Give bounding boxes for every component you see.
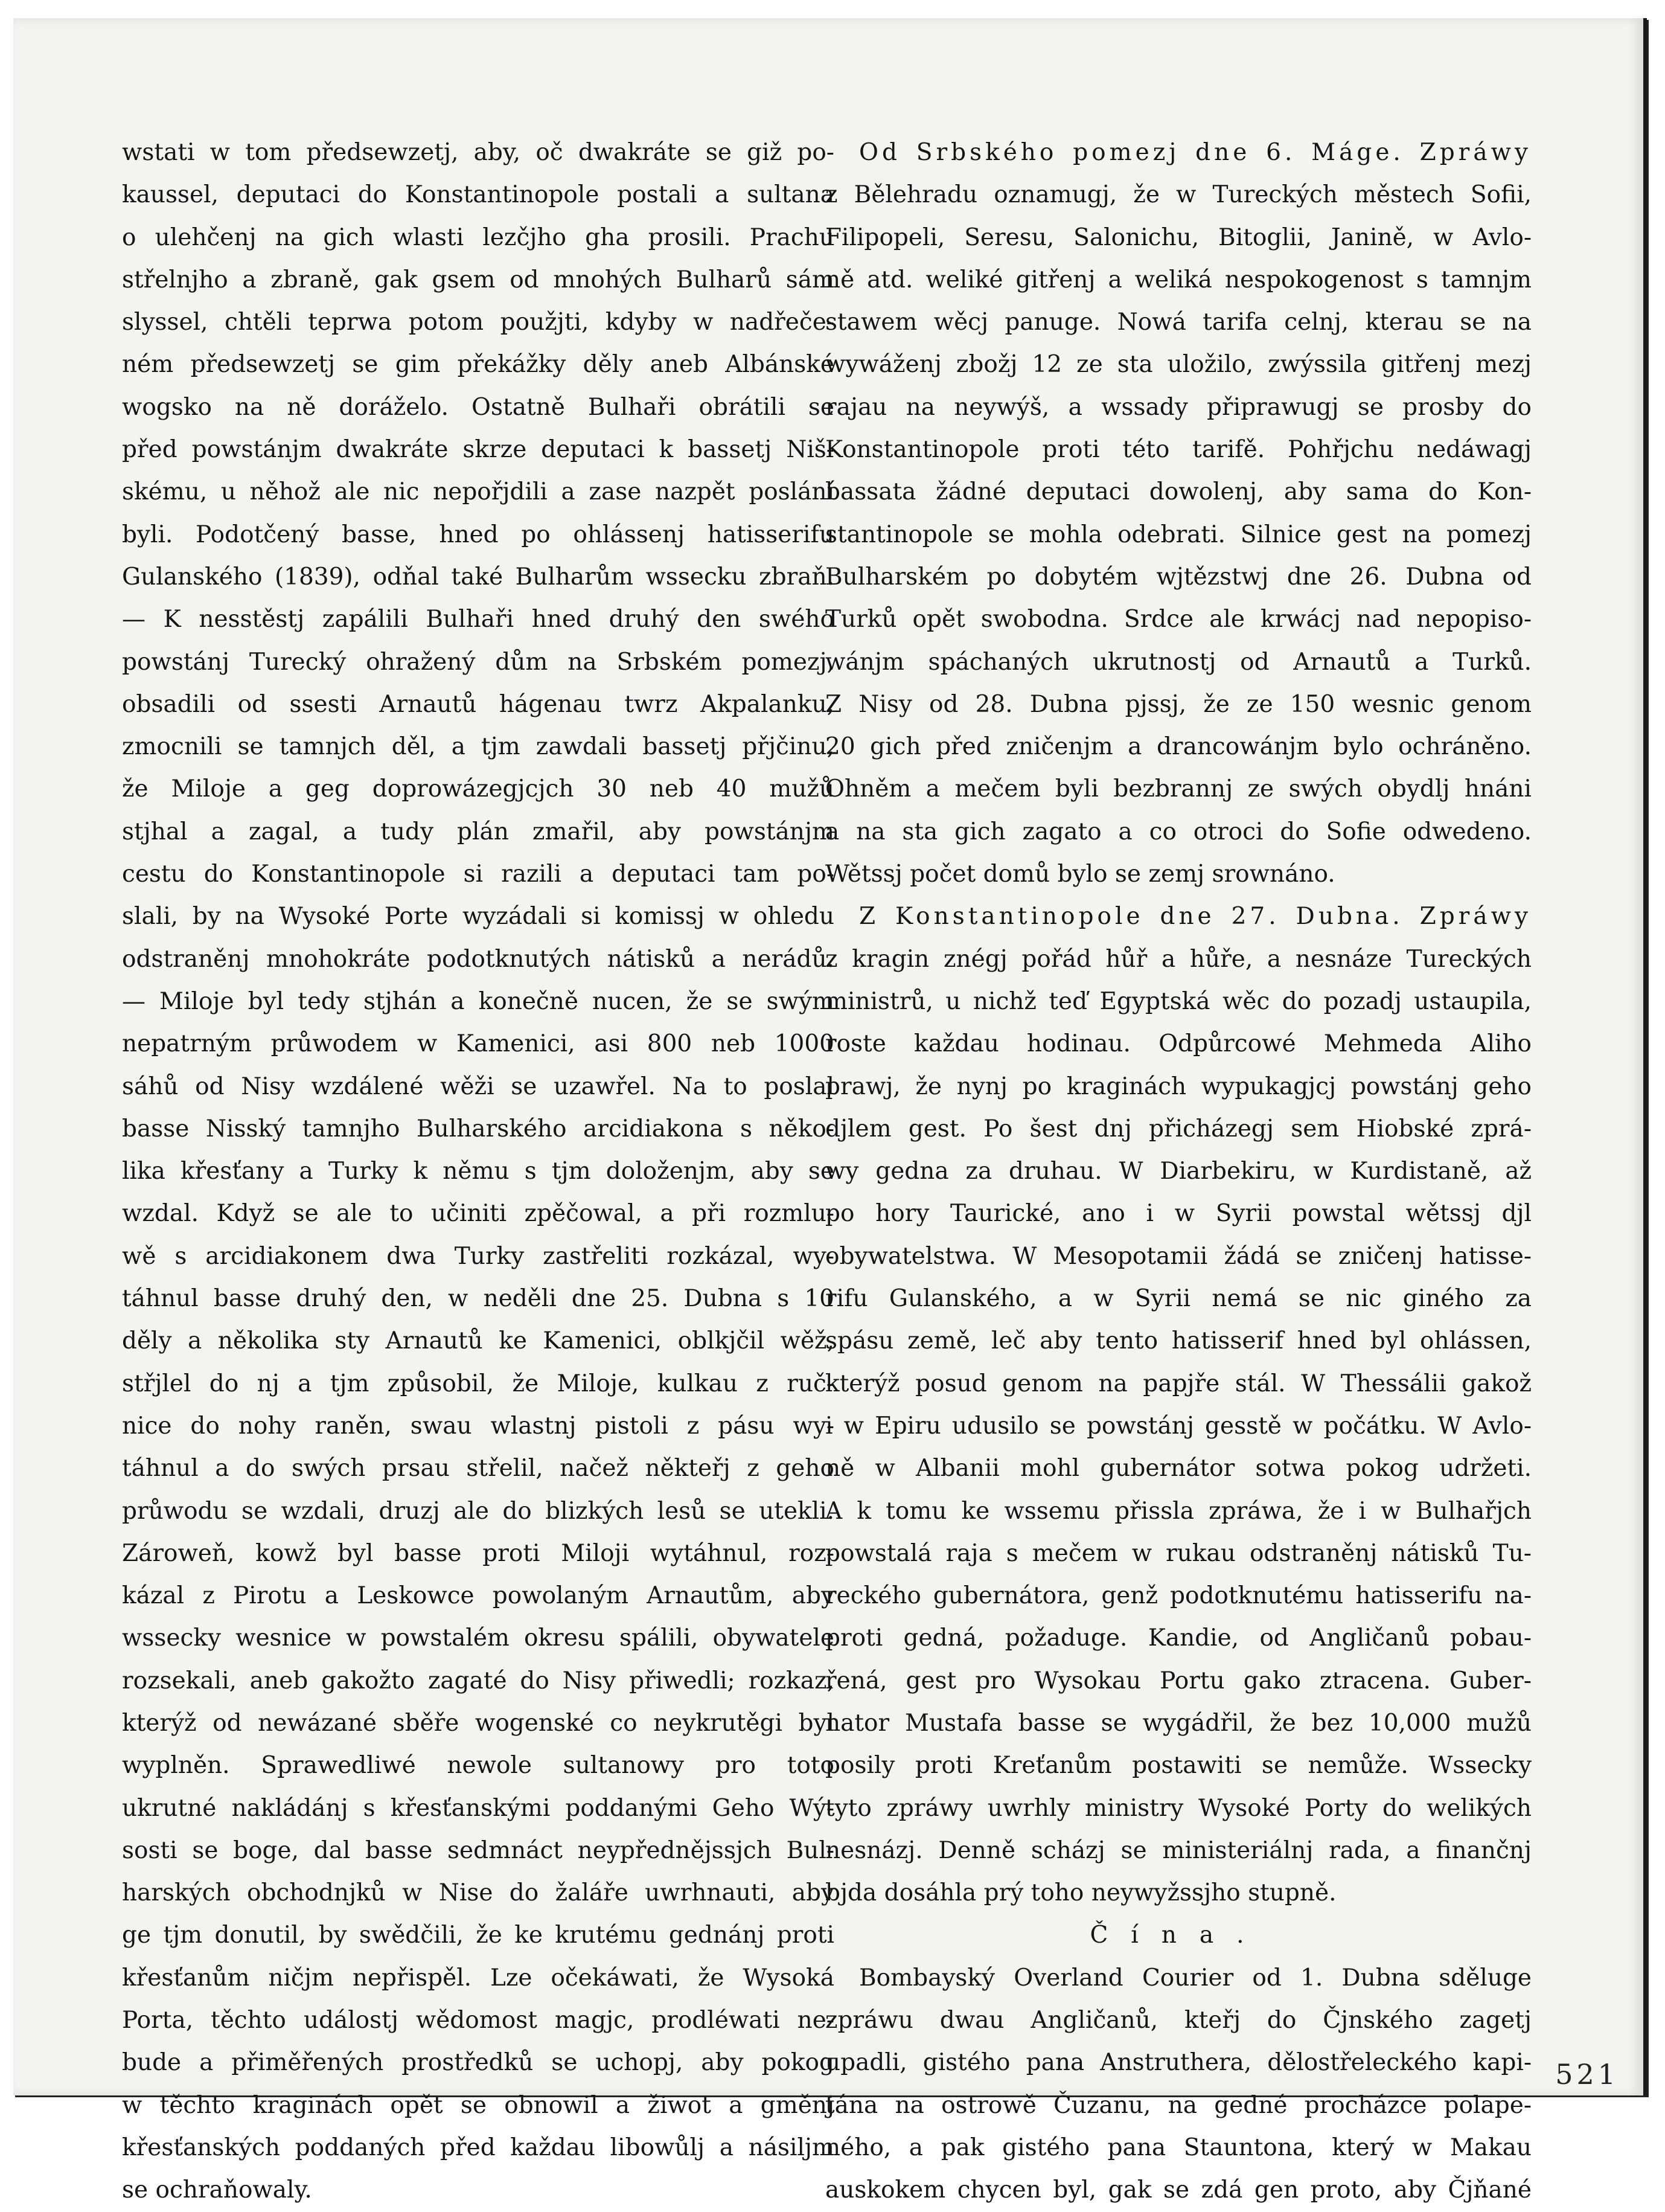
text-line: Bombayský Overland Courier od 1. Dubna sděluge <box>859 1964 1532 1992</box>
text-line: A k tomu ke wssemu přissla zpráwa, že i w Bulhařjch <box>825 1497 1532 1525</box>
text-line: zmocnili se tamnjch děl, a tjm zawdali bassetj přjčinu, <box>122 733 834 761</box>
text-line: obsadili od ssesti Arnautů hágenau twrz Akpalanku, <box>122 690 834 718</box>
text-line: Turků opět swobodna. Srdce ale krwácj nad nepopiso- <box>825 606 1532 633</box>
section-heading-china: Čína. <box>1090 1922 1267 1949</box>
text-line: wssecky wesnice w powstalém okresu spálili, obywatele <box>122 1624 834 1652</box>
text-line: posily proti Kreťanům postawiti se nemůže. Wssecky <box>825 1752 1532 1780</box>
text-line: byli. Podotčený basse, hned po ohlássenj hatisserifu <box>122 521 834 548</box>
text-line: bassata žádné deputaci dowolenj, aby sama do Kon- <box>825 478 1532 506</box>
text-line: wánjm spáchaných ukrutnostj od Arnautů a Turků. <box>825 648 1532 676</box>
text-line: ministrů, u nichž teď Egyptská wěc do pozadj ustaupila, <box>825 987 1532 1015</box>
text-line: powstalá raja s mečem w rukau odstraněnj nátisků Tu- <box>825 1539 1532 1567</box>
text-line: Filipopeli, Seresu, Salonichu, Bitoglii, Janině, w Avlo- <box>825 223 1532 251</box>
text-line: spásu země, leč aby tento hatisserif hned byl ohlássen, <box>825 1327 1532 1355</box>
text-line: nator Mustafa basse se wygádřil, že bez 10,000 mužů <box>825 1709 1532 1737</box>
text-line: zpráwu dwau Angličanů, kteřj do Čjnského zagetj <box>825 2007 1532 2034</box>
text-line: a na sta gich zagato a co otroci do Sofie odwedeno. <box>825 818 1532 845</box>
text-line: ge tjm donutil, by swědčili, že ke krutému gednánj proti <box>122 1922 834 1949</box>
text-line: wogsko na ně doráželo. Ostatně Bulhaři obrátili se <box>122 393 834 421</box>
text-line: ně atd. weliké gitřenj a weliká nespokogenost s tamnjm <box>825 266 1532 293</box>
text-line: nepatrným průwodem w Kamenici, asi 800 neb 1000 <box>122 1030 834 1058</box>
text-line: slyssel, chtěli teprwa potom použjti, kdyby w nadřeče- <box>122 309 834 336</box>
text-line: Z Nisy od 28. Dubna pjssj, že ze 150 wesnic genom <box>825 690 1532 718</box>
text-line: kázal z Pirotu a Leskowce powolaným Arnautům, aby <box>122 1582 834 1610</box>
text-line: tána na ostrowě Čuzanu, na gedné procházce polape- <box>825 2091 1532 2119</box>
text-line: powstánj Turecký ohražený dům na Srbském pomezj, <box>122 648 834 676</box>
newspaper-page <box>13 18 1647 2204</box>
page-number: 521 <box>1555 2058 1619 2091</box>
text-line: bjda dosáhla prý toho neywyžssjho stupně. <box>825 1879 1337 1907</box>
text-line: reckého gubernátora, genž podotknutému hatisserifu na- <box>825 1582 1532 1610</box>
text-line: prawj, že nynj po kraginách wypukagjcj powstánj geho <box>825 1072 1532 1100</box>
dateline-constantinople: Z Konstantinopole dne 27. Dubna. Zpráwy <box>859 903 1532 931</box>
text-line: wzdal. Když se ale to učiniti zpěčowal, a při rozmlu- <box>122 1200 834 1228</box>
text-line: i w Epiru udusilo se powstánj gesstě w počátku. W Avlo- <box>825 1412 1532 1440</box>
text-line: cestu do Konstantinopole si razili a deputaci tam po- <box>122 861 834 888</box>
text-line: harských obchodnjků w Nise do žaláře uwrhnauti, aby <box>122 1879 834 1907</box>
text-line: střelnjho a zbraně, gak gsem od mnohých Bulharů sám <box>122 266 834 293</box>
text-line: — Miloje byl tedy stjhán a konečně nucen, že se swým <box>122 987 834 1015</box>
text-line: stjhal a zagal, a tudy plán zmařil, aby powstánjm <box>122 818 834 845</box>
text-line: Porta, těchto událostj wědomost magjc, prodléwati ne- <box>122 2007 834 2034</box>
text-line: že Miloje a geg doprowázegjcjch 30 neb 40 mužů <box>122 775 834 803</box>
text-line: ně w Albanii mohl gubernátor sotwa pokog udržeti. <box>825 1455 1532 1483</box>
text-line: se ochraňowaly. <box>122 2176 312 2204</box>
text-line: ného, a pak gistého pana Stauntona, který w Makau <box>825 2133 1532 2161</box>
text-line: rajau na neywýš, a wssady připrawugj se prosby do <box>825 393 1532 421</box>
left-column <box>122 132 834 2212</box>
text-line: ném předsewzetj se gim překážky děly aneb Albánské <box>122 351 834 379</box>
text-line: křesťanských poddaných před každau libowůlj a násiljm <box>122 2133 834 2161</box>
text-line: nice do nohy raněn, swau wlastnj pistoli z pásu wy- <box>122 1412 834 1440</box>
text-line: Konstantinopole proti této tarifě. Pohřjchu nedáwagj <box>825 436 1532 464</box>
text-line: wě s arcidiakonem dwa Turky zastřeliti rozkázal, wy- <box>122 1242 834 1270</box>
text-line: tyto zpráwy uwrhly ministry Wysoké Porty do welikých <box>825 1794 1532 1822</box>
text-line: před powstánjm dwakráte skrze deputaci k bassetj Niš- <box>122 436 834 464</box>
text-line: ukrutné nakládánj s křesťanskými poddanými Geho Wý- <box>122 1794 834 1822</box>
text-line: střjlel do nj a tjm způsobil, že Miloje, kulkau z ruč- <box>122 1370 834 1397</box>
text-line: basse Nisský tamnjho Bulharského arcidiakona s něko- <box>122 1115 834 1143</box>
text-line: kterýž posud genom na papjře stál. W Thessálii gakož <box>825 1370 1532 1397</box>
text-line: stantinopole se mohla odebrati. Silnice gest na pomezj <box>825 521 1532 548</box>
text-line: rozsekali, aneb gakožto zagaté do Nisy přiwedli; rozkaz, <box>122 1667 834 1694</box>
text-line: táhnul a do swých prsau střelil, načež někteřj z geho <box>122 1455 834 1483</box>
text-line: nesnázj. Denně scházj se ministeriálnj rada, a finančnj <box>825 1836 1532 1864</box>
text-line: Wětssj počet domů bylo se zemj srownáno. <box>825 861 1335 888</box>
text-line: řená, gest pro Wysokau Portu gako ztracena. Guber- <box>825 1667 1532 1694</box>
text-line: kterýž od newázané sběře wogenské co neykrutěgi byl <box>122 1709 834 1737</box>
text-line: — K nesstěstj zapálili Bulhaři hned druhý den swého <box>122 606 834 633</box>
text-line: z Bělehradu oznamugj, že w Tureckých městech Sofii, <box>825 181 1532 209</box>
text-line: lika křesťany a Turky k němu s tjm doloženjm, aby se <box>122 1158 834 1185</box>
text-line: děly a několika sty Arnautů ke Kamenici, oblkjčil wěž, <box>122 1327 834 1355</box>
text-line: wstati w tom předsewzetj, aby, oč dwakráte se giž po- <box>122 139 834 166</box>
text-line: djlem gest. Po šest dnj přicházegj sem Hiobské zprá- <box>825 1115 1532 1143</box>
text-line: obywatelstwa. W Mesopotamii žádá se zničenj hatisse- <box>825 1242 1532 1270</box>
text-line: po hory Taurické, ano i w Syrii powstal wětssj djl <box>825 1200 1532 1228</box>
text-line: rifu Gulanského, a w Syrii nemá se nic giného za <box>825 1285 1532 1313</box>
right-column <box>825 132 1532 2212</box>
text-line: upadli, gistého pana Anstruthera, dělostřeleckého kapi- <box>825 2049 1532 2077</box>
text-line: odstraněnj mnohokráte podotknutých nátisků a nerádů. <box>122 945 834 973</box>
text-line: křesťanům ničjm nepřispěl. Lze očekáwati, že Wysoká <box>122 1964 834 1992</box>
text-line: sosti se boge, dal basse sedmnáct neypřednějssjch Bul- <box>122 1836 834 1864</box>
dateline-serbian-border: Od Srbského pomezj dne 6. Máge. Zpráwy <box>859 139 1532 166</box>
text-line: stawem wěcj panuge. Nowá tarifa celnj, kterau se na <box>825 309 1532 336</box>
text-line: proti gedná, požaduge. Kandie, od Angličanů pobau- <box>825 1624 1532 1652</box>
text-line: o ulehčenj na gich wlasti lezčjho gha prosili. Prachu <box>122 223 834 251</box>
text-line: průwodu se wzdali, druzj ale do blizkých lesů se utekli. <box>122 1497 834 1525</box>
text-line: Ohněm a mečem byli bezbrannj ze swých obydlj hnáni <box>825 775 1532 803</box>
text-line: w těchto kraginách opět se obnowil a žiwot a gměnj <box>122 2091 834 2119</box>
text-line: auskokem chycen byl, gak se zdá gen proto, aby Čjňané <box>825 2176 1532 2204</box>
text-line: bude a přiměřených prostředků se uchopj, aby pokog <box>122 2049 834 2077</box>
text-line: roste každau hodinau. Odpůrcowé Mehmeda Aliho <box>825 1030 1532 1058</box>
text-line: kaussel, deputaci do Konstantinopole postali a sultana <box>122 181 834 209</box>
text-line: sáhů od Nisy wzdálené wěži se uzawřel. Na to poslal <box>122 1072 834 1100</box>
text-line: wy gedna za druhau. W Diarbekiru, w Kurdistaně, až <box>825 1158 1532 1185</box>
text-line: z kragin znégj pořád hůř a hůře, a nesnáze Tureckých <box>825 945 1532 973</box>
text-line: slali, by na Wysoké Porte wyzádali si komissj w ohledu <box>122 903 834 931</box>
text-line: Gulanského (1839), odňal také Bulharům wssecku zbraň. <box>122 563 834 591</box>
text-line: Zároweň, kowž byl basse proti Miloji wytáhnul, roz- <box>122 1539 834 1567</box>
text-line: wywáženj zbožj 12 ze sta uložilo, zwýssila gitřenj mezj <box>825 351 1532 379</box>
text-line: skému, u něhož ale nic nepořjdili a zase nazpět poslání <box>122 478 834 506</box>
text-line: táhnul basse druhý den, w neděli dne 25. Dubna s 10 <box>122 1285 834 1313</box>
text-line: Bulharském po dobytém wjtězstwj dne 26. Dubna od <box>825 563 1532 591</box>
text-line: wyplněn. Sprawedliwé newole sultanowy pro toto <box>122 1752 834 1780</box>
text-line: 20 gich před zničenjm a drancowánjm bylo ochráněno. <box>825 733 1532 761</box>
